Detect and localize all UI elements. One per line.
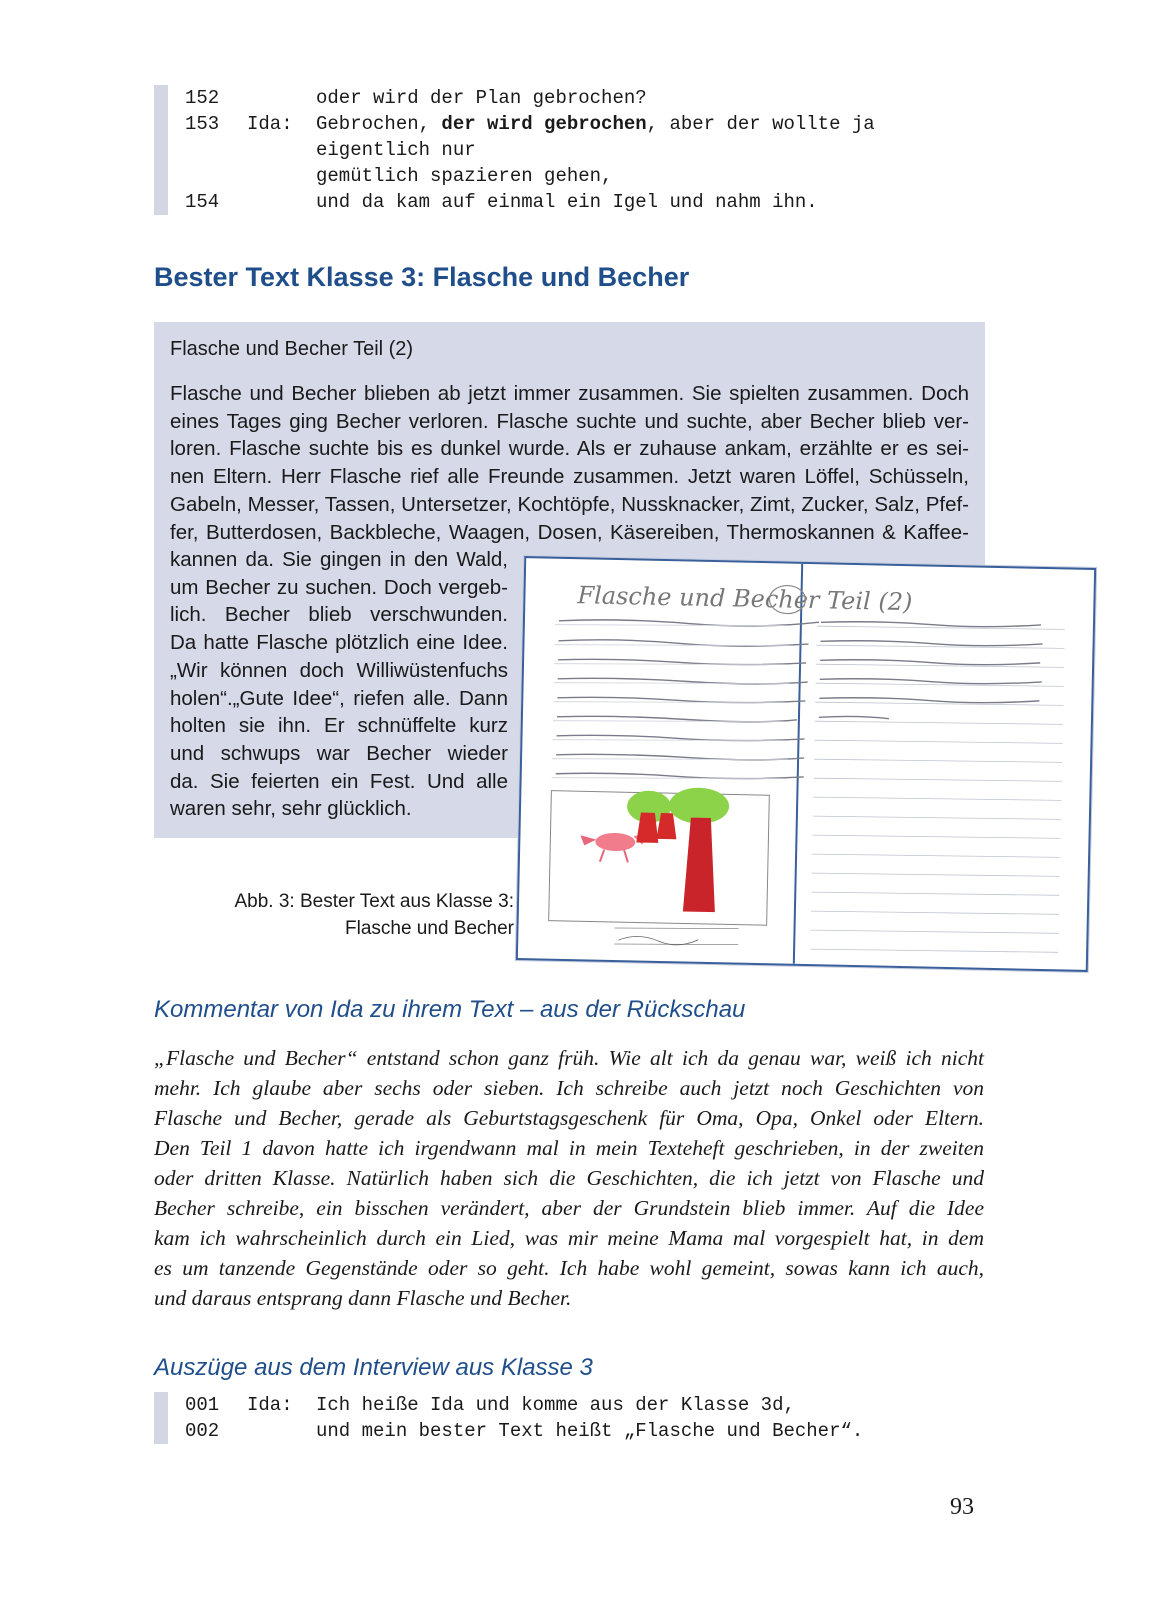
story-line: nen Eltern. Herr Flasche rief alle Freunde zusammen. Jetzt waren Löffel, Schüsseln, (170, 465, 969, 489)
scanned-notebook-image (516, 556, 1096, 972)
interview-heading: Auszüge aus dem Interview aus Klasse 3 (154, 1354, 593, 1381)
story-line: Flasche und Becher blieben ab jetzt immer zusammen. Sie spielten zusammen. Doch (170, 382, 969, 405)
page-number: 93 (950, 1494, 974, 1520)
commentary-line: mehr. Ich glaube aber sechs oder sieben. Ich schreibe auch jetzt noch Geschichten von (154, 1076, 984, 1100)
story-line: kannen da. Sie gingen in den Wald, (170, 548, 508, 571)
line-number: 154 (185, 191, 220, 213)
handwriting-lines-left (556, 617, 819, 781)
utterance-text (316, 1392, 795, 1418)
story-line: und schwups war Becher wieder (170, 741, 508, 765)
story-line: da. Sie feierten ein Fest. Und alle (170, 769, 508, 793)
utterance-segment: oder wird der Plan gebrochen? (316, 87, 647, 109)
commentary-line: „Flasche und Becher“ entstand schon ganz früh. Wie alt ich da genau war, weiß ich nicht (154, 1046, 984, 1070)
line-number: 001 (185, 1394, 220, 1416)
story-line: Da hatte Flasche plötzlich eine Idee. (170, 631, 508, 655)
section-heading: Bester Text Klasse 3: Flasche und Becher (154, 262, 690, 292)
figure-caption (198, 888, 514, 942)
commentary-line: kam ich wahrscheinlich durch ein Lied, was mir meine Mama mal vorgespielt hat, in dem (154, 1226, 984, 1250)
line-number: 153 (185, 113, 220, 135)
story-line: Gabeln, Messer, Tassen, Untersetzer, Kochtöpfe, Nussknacker, Zimt, Zucker, Salz, Pfef- (170, 492, 969, 516)
utterance-segment: Gebrochen, (316, 113, 442, 135)
story-paragraph-full (170, 380, 969, 546)
commentary-line: Flasche und Becher, gerade als Geburtstagsgeschenk für Oma, Opa, Onkel oder Eltern. (154, 1106, 984, 1130)
transcript-excerpt-top (154, 85, 984, 215)
transcript-line (154, 137, 984, 163)
signature-lines (614, 926, 738, 947)
commentary-line: Den Teil 1 davon hatte ich irgendwann mal in mein Texteheft geschrieben, in der zweiten (154, 1136, 984, 1160)
figure-caption-line: Flasche und Becher (345, 918, 514, 939)
commentary-line: Becher schreibe, ein bisschen verändert, aber der Grundstein blieb immer. Auf die Idee (154, 1196, 984, 1220)
speaker-label: Ida: (247, 1394, 293, 1416)
utterance-text (316, 163, 612, 189)
transcript-line (154, 85, 984, 111)
utterance-segment: eigentlich nur (316, 139, 476, 161)
ruled-lines-right (810, 624, 1065, 954)
commentary-paragraph (154, 1043, 984, 1313)
story-paragraph-narrow (170, 546, 508, 823)
story-line: waren sehr, sehr glücklich. (170, 797, 412, 821)
commentary-line: und daraus entsprang dann Flasche und Becher. (154, 1286, 572, 1310)
utterance-text (316, 111, 875, 137)
transcript-line (154, 1418, 984, 1444)
ruled-lines-left (552, 621, 791, 783)
utterance-text (316, 1418, 863, 1444)
fox-drawing (580, 831, 647, 862)
transcript-line (154, 189, 984, 215)
utterance-segment: und da kam auf einmal ein Igel und nahm ihn. (316, 191, 818, 213)
line-number: 002 (185, 1420, 220, 1442)
utterance-text (316, 189, 818, 215)
story-line: eines Tages ging Becher verloren. Flasche suchte und suchte, aber Becher blieb ver- (170, 409, 969, 433)
notebook-scan-drawing (518, 558, 1094, 970)
handwritten-title: Flasche und Becher Teil (2) (577, 581, 913, 617)
utterance-segment: und mein bester Text heißt „Flasche und Becher“. (316, 1420, 864, 1442)
story-line: „Wir können doch Williwüstenfuchs (170, 658, 508, 682)
story-line: loren. Flasche suchte bis es dunkel wurde. Als er zuhause ankam, erzählte er es sei- (170, 437, 969, 461)
utterance-segment: , aber der wollte ja (646, 113, 875, 135)
transcript-line (154, 111, 984, 137)
transcript-line (154, 1392, 984, 1418)
commentary-heading: Kommentar von Ida zu ihrem Text – aus der Rückschau (154, 996, 746, 1023)
story-line: fer, Butterdosen, Backbleche, Waagen, Dosen, Käsereiben, Thermoskannen & Kaffee- (170, 520, 969, 544)
utterance-text (316, 85, 647, 111)
figure-caption-line: Abb. 3: Bester Text aus Klasse 3: (234, 891, 514, 912)
utterance-segment: gemütlich spazieren gehen, (316, 165, 613, 187)
emphasized-text: der wird gebrochen (441, 113, 647, 135)
handwriting-lines-right (819, 620, 1043, 722)
line-number: 152 (185, 87, 220, 109)
story-line: um Becher zu suchen. Doch vergeb- (170, 575, 508, 599)
tree-drawing (625, 786, 730, 912)
transcript-excerpt-bottom (154, 1392, 984, 1444)
utterance-segment: Ich heiße Ida und komme aus der Klasse 3d, (316, 1394, 795, 1416)
story-line: lich. Becher blieb verschwunden. (170, 603, 508, 627)
story-subtitle: Flasche und Becher Teil (2) (170, 338, 414, 360)
story-line: holen“.„Gute Idee“, riefen alle. Dann (170, 686, 508, 710)
transcript-line (154, 163, 984, 189)
story-line: holten sie ihn. Er schnüffelte kurz (170, 714, 508, 738)
commentary-line: es um tanzende Gegenstände oder so geht. Ich habe wohl gemeint, sowas kann ich auch, (154, 1256, 984, 1280)
commentary-line: oder dritten Klasse. Natürlich haben sich die Geschichten, die ich jetzt von Flasche und (154, 1166, 984, 1190)
utterance-text (316, 137, 476, 163)
speaker-label: Ida: (247, 113, 293, 135)
